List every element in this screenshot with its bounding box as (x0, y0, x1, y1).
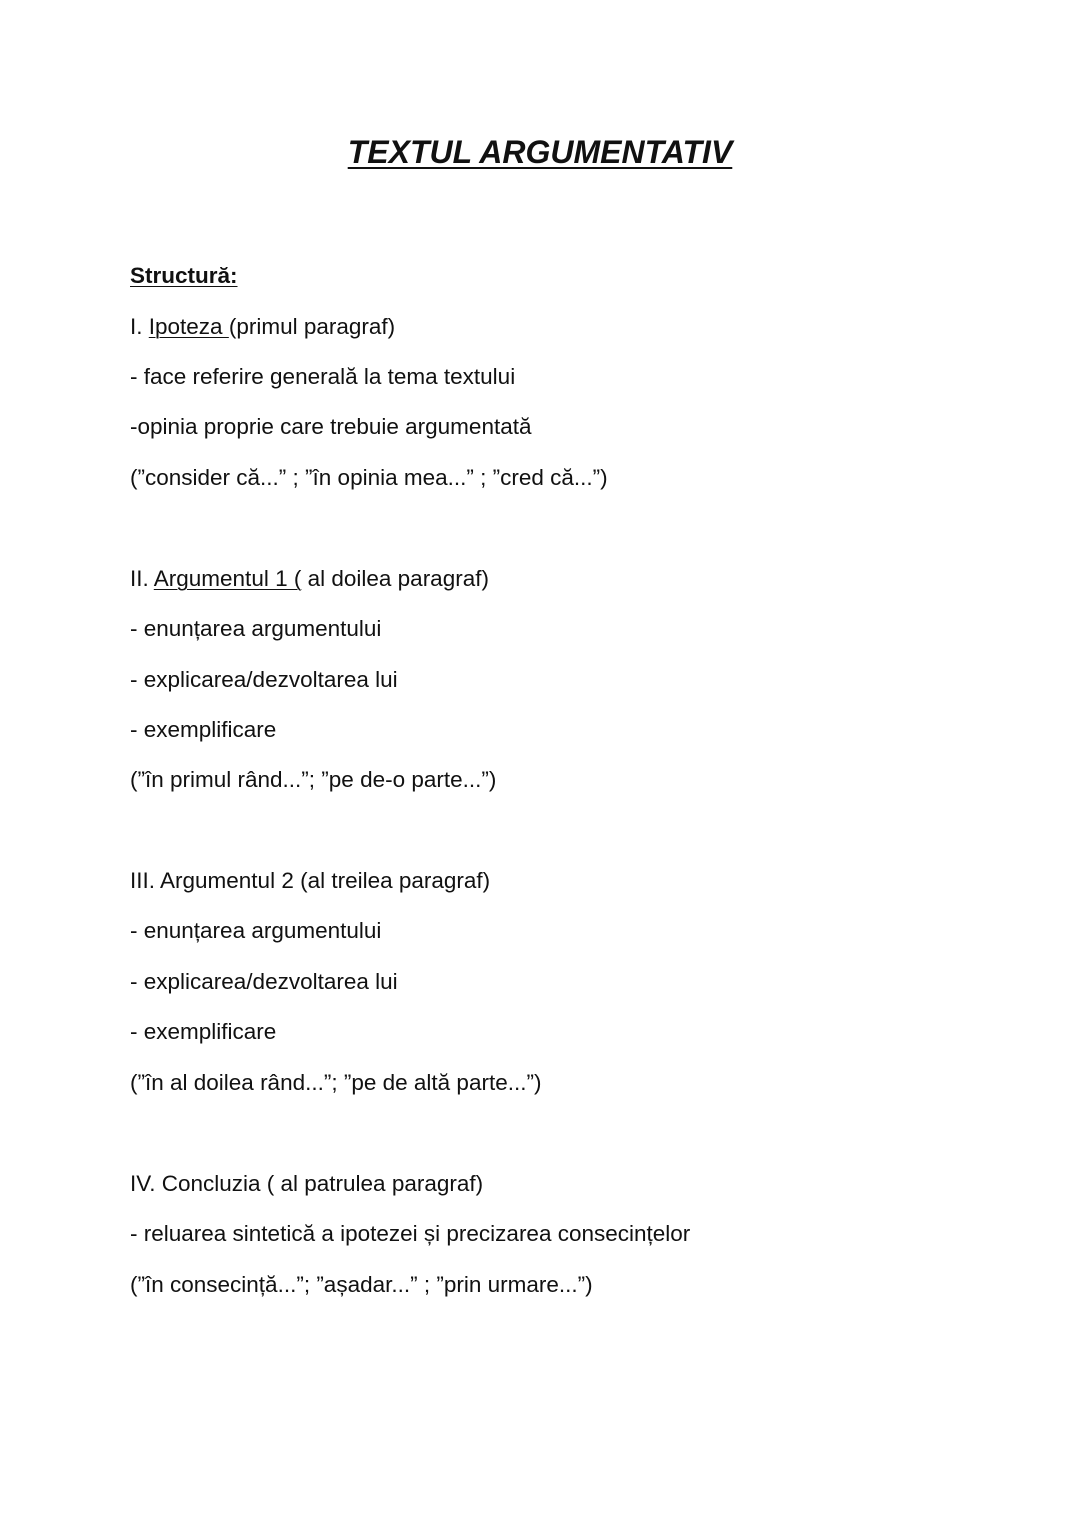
section-number: II. (130, 566, 154, 591)
section-heading-ipoteza (130, 313, 395, 341)
list-item: - enunțarea argumentului (130, 918, 382, 943)
list-item: - explicarea/dezvoltarea lui (130, 969, 398, 994)
section-note: al doilea paragraf) (301, 566, 489, 591)
section-title: Ipoteza (148, 314, 229, 339)
list-item: - explicarea/dezvoltarea lui (130, 667, 398, 692)
document-title: TEXTUL ARGUMENTATIV (347, 134, 733, 170)
list-item: - exemplificare (130, 717, 277, 742)
list-item: -opinia proprie care trebuie argumentată (130, 414, 532, 439)
example-phrases: (”în primul rând...”; ”pe de-o parte...”) (130, 767, 497, 792)
structure-heading: Structură: (130, 263, 238, 288)
list-item: - enunțarea argumentului (130, 616, 382, 641)
example-phrases: (”consider că...” ; ”în opinia mea...” ; ”cred că...”) (130, 465, 608, 490)
list-item: - exemplificare (130, 1019, 277, 1044)
section-note: (primul paragraf) (228, 314, 396, 339)
section-heading-argument-1 (130, 565, 489, 593)
section-heading-argument-2: III. Argumentul 2 (al treilea paragraf) (130, 868, 491, 893)
list-item: - reluarea sintetică a ipotezei și precizarea consecințelor (130, 1221, 691, 1246)
section-heading-concluzia: IV. Concluzia ( al patrulea paragraf) (130, 1171, 484, 1196)
example-phrases: (”în al doilea rând...”; ”pe de altă parte...”) (130, 1070, 542, 1095)
example-phrases: (”în consecință...”; ”așadar...” ; ”prin urmare...”) (130, 1272, 593, 1297)
list-item: - face referire generală la tema textului (130, 364, 516, 389)
section-number: I. (130, 314, 149, 339)
section-title: Argumentul 1 ( (153, 566, 302, 591)
